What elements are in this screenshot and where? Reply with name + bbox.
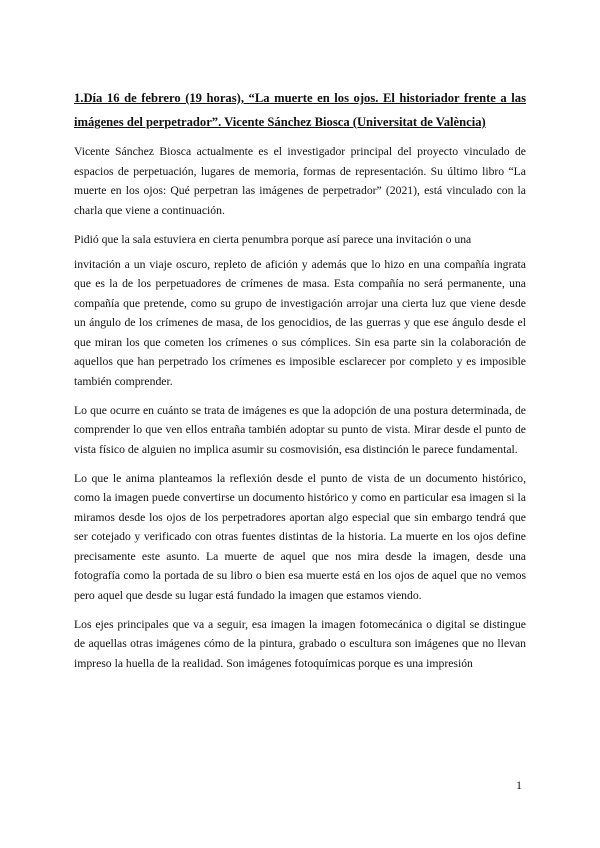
paragraph-invitation: invitación a un viaje oscuro, repleto de afición y además que lo hizo en una compañía ingrata que es la de los perpetuadores de crímenes de masa. Esta compañía no será permanente, una compañía que pretende, como su grupo de investigación arrojar una cierta luz que viene desde un ángulo de los crímenes de masa, de los genocidios, de las guerras y que ese ángulo desde el que miran los que cometen los crímenes o sus cómplices. Sin esa parte sin la colaboración de aquellos que han perpetrado los crímenes es imposible esclarecer por completo y es imposible también comprender. xyxy=(74,257,526,388)
section-heading: 1.Día 16 de febrero (19 horas), “La muerte en los ojos. El historiador frente a las imágenes del perpetrador”. Vicente Sánchez Biosca (Universitat de València) xyxy=(74,91,526,129)
paragraph-penumbra: Pidió que la sala estuviera en cierta penumbra porque así parece una invitación o una xyxy=(74,232,472,246)
paragraph-main-axes: Los ejes principales que va a seguir, esa imagen la imagen fotomecánica o digital se distingue de aquellas otras imágenes cómo de la pintura, grabado o escultura son imágenes que no llevan impreso la huella de la realidad. Son imágenes fotoquímicas porque es una impresión xyxy=(74,617,526,670)
page-number: 1 xyxy=(516,778,522,792)
paragraph-historical-document: Lo que le anima planteamos la reflexión desde el punto de vista de un documento histórico, como la imagen puede convertirse un documento histórico y como en particular esa imagen si la miramos desde los ojos de los perpetradores aportan algo especial que sin embargo tendrá que ser cotejado y verificado con otras fuentes distintas de la historia. La muerte en los ojos define precisamente este asunto. La muerte de aquel que nos mira desde la imagen, desde una fotografía como la portada de su libro o bien esa muerte está en los ojos de aquel que no vemos pero aquel que desde su lugar está fundado la imagen que estamos viendo. xyxy=(74,471,526,602)
paragraph-point-of-view: Lo que ocurre en cuánto se trata de imágenes es que la adopción de una postura determinada, de comprender lo que ven ellos entraña también adoptar su punto de vista. Mirar desde el punto de vista físico de alguien no implica asumir su cosmovisión, esa distinción le parece fundamental. xyxy=(74,403,526,456)
paragraph-intro: Vicente Sánchez Biosca actualmente es el investigador principal del proyecto vinculado de espacios de perpetuación, lugares de memoria, formas de representación. Su último libro “La muerte en los ojos: Qué perpetran las imágenes de perpetrador” (2021), está vinculado con la charla que viene a continuación. xyxy=(74,145,526,217)
document-body xyxy=(74,86,526,683)
